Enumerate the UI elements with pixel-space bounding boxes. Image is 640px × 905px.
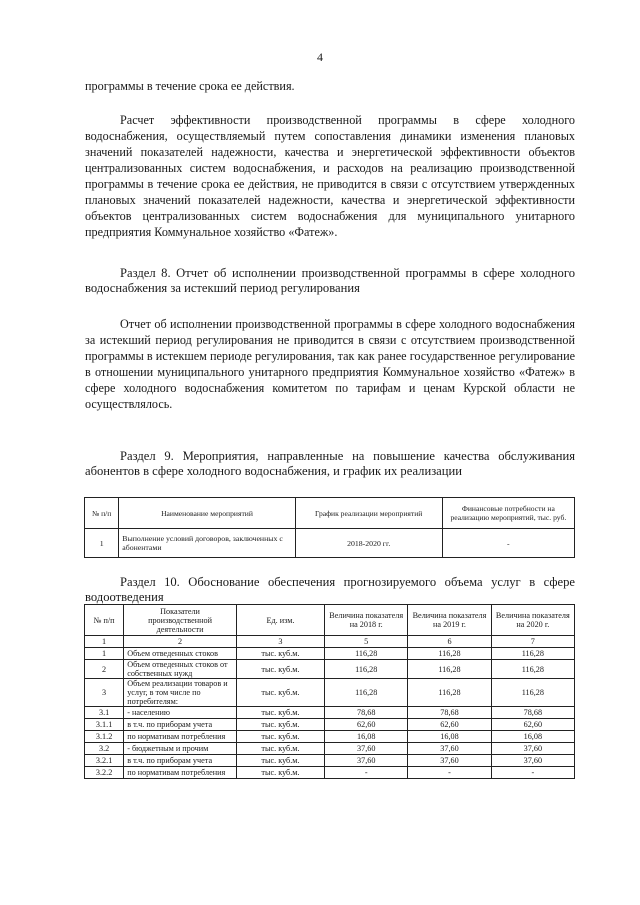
table-cell: тыс. куб.м. (236, 743, 324, 755)
table-row (85, 719, 575, 731)
table-cell: 62,60 (491, 719, 574, 731)
paragraph-report: Отчет об исполнении производственной программы в сфере холодного водоснабжения за истекший период регулирования не приводится в связи с отсутствием производственной программы в истекшем периоде регулирования, так как ранее государственное регулирование в отношении муниципального унитарного предприятия Коммунальное хозяйство «Фатеж» в сфере холодного водоснабжения комитетом по тарифам и ценам Курской области не осуществлялось. (85, 317, 575, 411)
table-cell: - (442, 529, 574, 558)
header-cell: Ед. изм. (236, 605, 324, 636)
table-cell: тыс. куб.м. (236, 719, 324, 731)
table-cell: 116,28 (491, 679, 574, 707)
table-cell: тыс. куб.м. (236, 679, 324, 707)
paragraph-efficiency: Расчет эффективности производственной программы в сфере холодного водоснабжения, осуществляемый путем сопоставления динамики изменения плановых значений показателей надежности, качества и энергетической эффективности объектов централизованных систем водоснабжения, и расходов на реализацию производственной программы в течение срока ее действия, не приводится в связи с отсутствием утвержденных плановых значений показателей надежности, качества и энергетической эффективности объектов централизованных систем водоснабжения для муниципального унитарного предприятия Коммунальное хозяйство «Фатеж». (85, 113, 575, 239)
table-cell: 16,08 (325, 731, 408, 743)
table-cell: 3 (85, 679, 124, 707)
table-cell: 3.2 (85, 743, 124, 755)
table-cell: 78,68 (491, 707, 574, 719)
table-cell: в т.ч. по приборам учета (124, 755, 237, 767)
table-cell: 116,28 (491, 648, 574, 660)
table-cell: в т.ч. по приборам учета (124, 719, 237, 731)
column-number-row (85, 636, 575, 648)
header-cell: Величина показателя на 2018 г. (325, 605, 408, 636)
table-row (85, 755, 575, 767)
table-cell: 3.1 (85, 707, 124, 719)
section-10-heading (85, 575, 575, 605)
table-cell: тыс. куб.м. (236, 648, 324, 660)
table-header-row (85, 605, 575, 636)
volume-table (84, 604, 575, 779)
section-9-heading (85, 449, 575, 479)
volume-table-body (85, 648, 575, 779)
table-cell: - (408, 767, 491, 779)
table-cell: 37,60 (325, 743, 408, 755)
table-cell: - (325, 767, 408, 779)
table-cell: тыс. куб.м. (236, 731, 324, 743)
table-row (85, 767, 575, 779)
table-row (85, 529, 575, 558)
header-cell: График реализации мероприятий (295, 498, 442, 529)
table-cell: - бюджетным и прочим (124, 743, 237, 755)
table-row (85, 679, 575, 707)
table-header-row (85, 498, 575, 529)
table-cell: Объем отведенных стоков от собственных нужд (124, 660, 237, 679)
section-9-title: Раздел 9. Мероприятия, направленные на повышение качества обслуживания абонентов в сфере холодного водоснабжения, и график их реализации (85, 449, 575, 478)
header-cell: Наименование мероприятий (119, 498, 295, 529)
table-cell: - (491, 767, 574, 779)
section-10-title: Раздел 10. Обоснование обеспечения прогнозируемого объема услуг в сфере водоотведения (85, 575, 575, 604)
column-number: 7 (491, 636, 574, 648)
table-cell: Объем реализации товаров и услуг, в том числе по потребителям: (124, 679, 237, 707)
header-cell: № п/п (85, 605, 124, 636)
table-cell: 116,28 (325, 648, 408, 660)
table-cell: 37,60 (491, 743, 574, 755)
table-row (85, 648, 575, 660)
table-cell: тыс. куб.м. (236, 755, 324, 767)
table-cell: Объем отведенных стоков (124, 648, 237, 660)
table-cell: 37,60 (325, 755, 408, 767)
body-text-top (85, 78, 575, 240)
header-cell: Величина показателя на 2020 г. (491, 605, 574, 636)
table-row (85, 731, 575, 743)
table-cell: по нормативам потребления (124, 731, 237, 743)
table-cell: 2018-2020 гг. (295, 529, 442, 558)
column-number: 1 (85, 636, 124, 648)
table-cell: 37,60 (491, 755, 574, 767)
paragraph-continuation: программы в течение срока ее действия. (85, 79, 295, 93)
table-cell: по нормативам потребления (124, 767, 237, 779)
table-row (85, 660, 575, 679)
table-cell: 78,68 (408, 707, 491, 719)
table-cell: 16,08 (491, 731, 574, 743)
table-cell: 62,60 (408, 719, 491, 731)
column-number: 5 (325, 636, 408, 648)
table-row (85, 743, 575, 755)
table-cell: 37,60 (408, 743, 491, 755)
table-cell: 116,28 (408, 679, 491, 707)
table-cell: 3.2.2 (85, 767, 124, 779)
table-cell: 116,28 (325, 679, 408, 707)
section-8-heading: Раздел 8. Отчет об исполнении производственной программы в сфере холодного водоснабжения за истекший период регулирования (85, 266, 575, 295)
header-cell: № п/п (85, 498, 119, 529)
table-cell: 1 (85, 529, 119, 558)
header-cell: Величина показателя на 2019 г. (408, 605, 491, 636)
table-cell: 37,60 (408, 755, 491, 767)
table-cell: 116,28 (408, 648, 491, 660)
table-cell: 62,60 (325, 719, 408, 731)
table-cell: 3.1.2 (85, 731, 124, 743)
table-cell: Выполнение условий договоров, заключенных с абонентами (119, 529, 295, 558)
table-cell: 116,28 (408, 660, 491, 679)
table-cell: тыс. куб.м. (236, 707, 324, 719)
header-cell: Показатели производственной деятельности (124, 605, 237, 636)
header-cell: Финансовые потребности на реализацию мероприятий, тыс. руб. (442, 498, 574, 529)
section-8 (85, 266, 575, 412)
page-number: 4 (317, 50, 323, 64)
column-number: 6 (408, 636, 491, 648)
table-cell: 78,68 (325, 707, 408, 719)
table-cell: 3.2.1 (85, 755, 124, 767)
table-cell: 116,28 (491, 660, 574, 679)
table-cell: 16,08 (408, 731, 491, 743)
table-cell: 2 (85, 660, 124, 679)
column-number: 2 (124, 636, 237, 648)
table-cell: 3.1.1 (85, 719, 124, 731)
measures-table (84, 497, 575, 558)
table-cell: тыс. куб.м. (236, 767, 324, 779)
table-cell: - населению (124, 707, 237, 719)
column-number: 3 (236, 636, 324, 648)
table-row (85, 707, 575, 719)
table-cell: тыс. куб.м. (236, 660, 324, 679)
table-cell: 1 (85, 648, 124, 660)
table-cell: 116,28 (325, 660, 408, 679)
